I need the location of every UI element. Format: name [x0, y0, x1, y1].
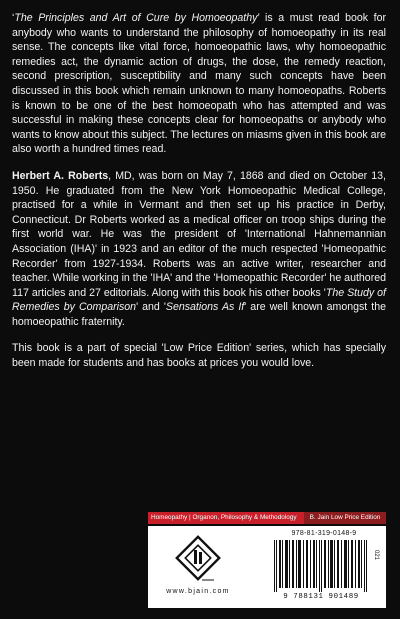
bio-text-a: , MD, was born on May 7, 1868 and died on October 13, 1950. He graduated from the New York Homoeopathic Medical College, practised for a while in Vermant and then set up his practice in Derby, Connecticut. Dr Roberts worked as a medical officer on troop ships during the first world war. He was the president of 'International Hahnemannian Association (IHA)' in 1923 and an editor of the much respected 'Homeopathic Recorder' from 1927-1934. Roberts was an active writer, researcher and teacher. While working in the 'IHA' and the 'Homeopathic Recorder' he authored 117 articles and 27 editorials. Along with this book his other books ' — [12, 169, 386, 299]
category-label: Homeopathy | Organon, Philosophy & Methodology — [148, 512, 304, 524]
b-jain-logo-icon — [158, 532, 238, 588]
publisher-panel — [148, 526, 386, 608]
edition-label: B. Jain Low Price Edition — [304, 512, 386, 524]
synopsis-text: is a must read book for anybody who wants to understand the philosophy of homoeopathy in its real sense. The concepts like vital force, homoeopathic laws, why homoeopathic remedies act, the dynamic action of drugs, the dose, the remedy reaction, second prescription, susceptibility and many such concepts have been discussed in this book which remain unknown to many homoeopaths. Roberts is known to be one of the best homoeopath who has attempted and was successful in making these concepts clear for homoeopaths or anybody who wants to know about this subject. The lectures on miasms given in this book are also worth a hundred times read. — [12, 12, 386, 156]
other-book-1: The Study of Remedies by Comparison — [12, 286, 386, 314]
side-code: 021 — [373, 550, 379, 561]
back-cover-text — [12, 11, 386, 371]
publisher-logo — [158, 532, 238, 602]
barcode-block — [268, 530, 380, 604]
back-cover-footer — [148, 512, 386, 612]
author-bio-paragraph — [12, 169, 386, 330]
isbn-number: 978-81-319-0148-9 — [291, 530, 357, 537]
synopsis-paragraph: ‘The Principles and Art of Cure by Homoeopathy’ is a must read book for anybody who wants to understand the philosophy of homoeopathy in its real sense. The concepts like vital force, homoeopathic laws, why homoeopathic remedies act, the dynamic action of drugs, the dose, the remedy reaction, second prescription, susceptibility and many such concepts have been discussed in this book which remain unknown to many homoeopaths. Roberts is known to be one of the best homoeopath who has attempted and was successful in making these concepts clear for homoeopaths or anybody who wants to know about this subject. The lectures on miasms given in this book are also worth a hundred times read. — [12, 12, 386, 156]
website-text: www.bjain.com — [166, 588, 230, 595]
author-name: Herbert A. Roberts — [12, 169, 109, 182]
book-title: The Principles and Art of Cure by Homoeopathy — [14, 12, 258, 24]
bio-text-c: ' are well known amongst the homoeopathic fraternity. — [12, 301, 387, 328]
other-book-2: Sensations As If — [165, 301, 245, 314]
isbn-digits: 9 788131 901489 — [283, 593, 359, 601]
edition-note-paragraph: This book is a part of special 'Low Price Edition' series, which has specially been made for students and has books at prices you would love. — [12, 342, 386, 370]
bio-text-b: ' and ' — [136, 301, 166, 314]
category-strip — [148, 512, 386, 524]
isbn-barcode — [272, 540, 370, 592]
